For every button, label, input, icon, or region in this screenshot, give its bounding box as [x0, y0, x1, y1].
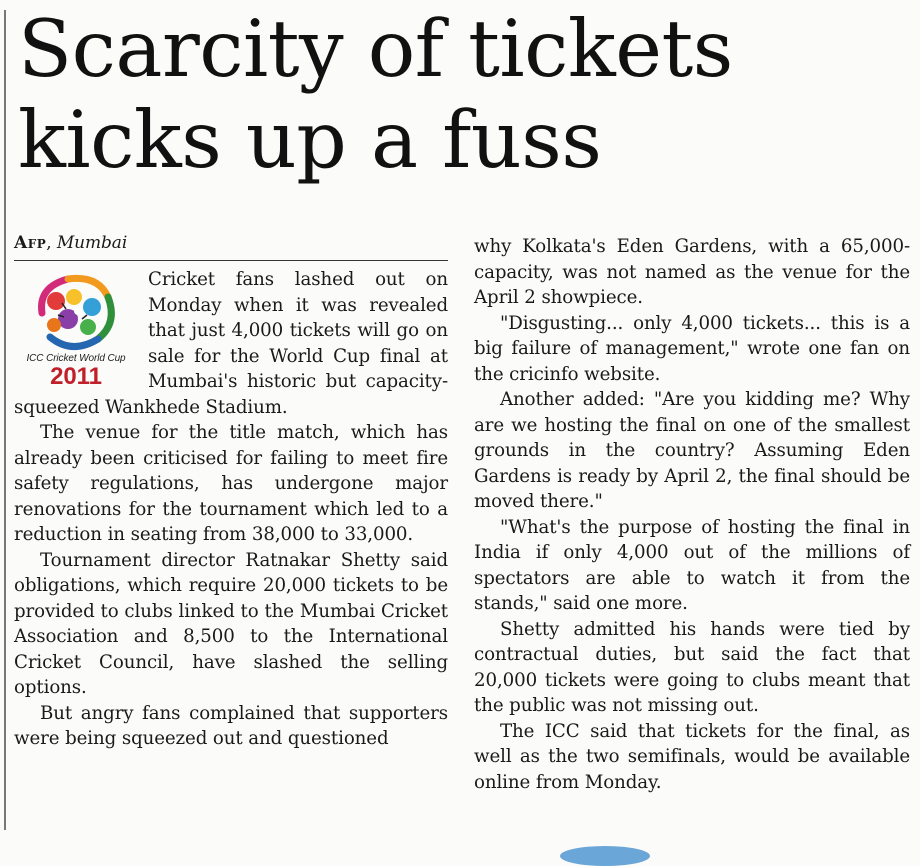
article-column-left: [14, 232, 448, 752]
byline-separator: ,: [46, 233, 57, 253]
paragraph: Cricket fans lashed out on Monday when it was revealed that just 4,000 tickets will go on sale for the World Cup final at Mumbai's historic but capacity-squeezed Wankhede Stadium.: [14, 269, 448, 418]
headline-line-2: kicks up a fuss: [18, 94, 602, 186]
paragraph: The venue for the title match, which has already been criticised for failing to meet fire safety regulations, has undergone major renovations for the tournament which led to a reduction in seating from 38,000 to 33,000.: [14, 422, 448, 545]
column-rule: [4, 10, 6, 830]
cropped-image-fragment: [560, 846, 650, 866]
paragraph: "What's the purpose of hosting the final in India if only 4,000 out of the millions of spectators are able to watch it from the stands," said one more.: [474, 516, 910, 614]
world-cup-emblem-icon: [28, 273, 124, 355]
paragraph: "Disgusting... only 4,000 tickets... this is a big failure of management," wrote one fan on the cricinfo website.: [474, 312, 910, 385]
paragraph: The ICC said that tickets for the final, as well as the two semifinals, would be available online from Monday.: [474, 720, 910, 793]
world-cup-logo: [14, 269, 138, 390]
headline: [18, 4, 908, 186]
paragraph: Another added: "Are you kidding me? Why are we hosting the final on one of the smallest grounds in the country? Assuming Eden Gardens is ready by April 2, the final should be moved there.": [474, 389, 910, 512]
byline-agency: Afp: [14, 233, 47, 253]
headline-line-1: Scarcity of tickets: [18, 3, 733, 95]
byline-place: Mumbai: [56, 233, 128, 253]
paragraph: But angry fans complained that supporters were being squeezed out and questioned: [14, 702, 448, 749]
paragraph: Tournament director Ratnakar Shetty said obligations, which require 20,000 tickets to be provided to clubs linked to the Mumbai Cricket Association and 8,500 to the International Cricket Council, have slashed the selling options.: [14, 549, 448, 698]
logo-title: ICC Cricket World Cup: [26, 353, 126, 364]
logo-year: 2011: [50, 363, 102, 390]
article-column-right: [474, 234, 910, 795]
paragraph: Shetty admitted his hands were tied by contractual duties, but said the fact that 20,000 tickets were going to clubs meant that the public was not missing out.: [474, 618, 910, 716]
paragraph: why Kolkata's Eden Gardens, with a 65,000-capacity, was not named as the venue for the April 2 showpiece.: [474, 236, 910, 308]
byline: [14, 232, 448, 261]
